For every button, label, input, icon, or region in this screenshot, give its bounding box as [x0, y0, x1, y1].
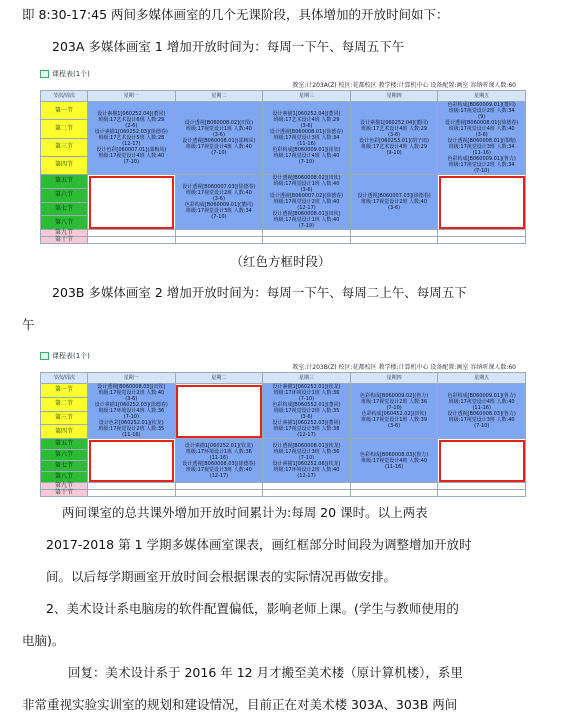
period-label: 第四节 [41, 425, 88, 439]
empty-cell [438, 490, 526, 497]
period-label: 第十节 [41, 237, 88, 244]
class-cell: 设计素描1[060252.01](钦龙) 班级:17环境设计1班 人数:36 (7-10) 色彩构成[B060552.01](董同) 班级:17视觉设计2班 人数:35 (3-6) 设计素描1[060252.03](董同) 班级:17视觉设计3班 人数:38 (12-17) [263, 384, 351, 439]
class-cell: 设计透视[B060007.03](徐德春) 班级:17视觉设计2班 人数:40 (3-6) [350, 175, 438, 230]
empty-cell [263, 237, 351, 244]
empty-cell [438, 483, 526, 490]
open-slot-highlight [438, 175, 526, 230]
period-label: 第六节 [41, 450, 88, 461]
room-b-heading: 203B 多媒体画室 2 增加开放时间为：每周一下午、每周二上午、每周五下 [52, 285, 467, 300]
class-cell: 设计素描1[060252.04](董同) 班级:17艺术设计4班 人数:29 (3-6) 设计色彩[060253.01](胡子雨) 班级:17艺术设计4班 人数:29 (9-10) [350, 102, 438, 175]
period-label: 第七节 [41, 202, 88, 216]
timetable-row [41, 175, 526, 189]
empty-cell [263, 490, 351, 497]
period-label: 第五节 [41, 175, 88, 189]
class-cell: 色彩构成[B060008.03](鲁力) 班级:17视觉设计4班 人数:40 (11-16) [350, 439, 438, 483]
header-period: 节次/周次 [41, 91, 88, 102]
header-day-4: 星期四 [350, 373, 438, 384]
room-b-heading-cont: 午 [22, 317, 35, 332]
empty-cell [263, 483, 351, 490]
timetable-row [41, 230, 526, 237]
schedule-table-a [40, 68, 526, 244]
timetable-row [41, 237, 526, 244]
header-day-1: 星期一 [88, 373, 176, 384]
item2-line-1: 2、美术设计系电脑房的软件配置偏低，影响老师上课。(学生与教师使用的 [46, 601, 459, 616]
empty-cell [175, 490, 263, 497]
empty-cell [88, 230, 176, 237]
period-label: 第三节 [41, 138, 88, 156]
class-cell: 设计透视[B060008.02](田钦) 班级:17视觉设计1班 人数:40 (3-6) 设计透视[B060007.02](徐德春) 班级:17视觉设计2班 人数:40 (12-17) 设计透视[B060008.01](田钦) 班级:17视觉设计1班 人数:40 (7-10) [263, 175, 351, 230]
period-label: 第三节 [41, 411, 88, 425]
summary-line-2: 2017-2018 第 1 学期多媒体画室课表，画红框部分时间段为调整增加开放时 [46, 537, 472, 552]
class-cell: 色彩构成[B060009.02](鲁力) 班级:17视觉设计2班 人数:36 (7-10) 色彩构成[060452.02](田钦) 班级:17视觉设计1班 人数:39 (3-6) [350, 384, 438, 439]
summary-line-3: 间。以后每学期画室开放时间会根据课表的实际情况再做安排。 [46, 569, 397, 584]
open-slot-highlight [175, 384, 263, 439]
empty-cell [175, 230, 263, 237]
summary-line-1: 两间课室的总共课外增加开放时间累计为:每周 20 课时。以上两表 [62, 505, 428, 520]
reply-line-1: 回复：美术设计系于 2016 年 12 月才搬至美术楼（原计算机楼），系里 [68, 665, 463, 680]
empty-cell [88, 490, 176, 497]
paragraph-intro: 即 8:30-17:45 两间多媒体画室的几个无课阶段，具体增加的开放时间如下： [22, 7, 449, 22]
timetable-a [40, 90, 526, 244]
timetable-b [40, 372, 526, 497]
empty-cell [350, 483, 438, 490]
period-label: 第二节 [41, 397, 88, 411]
period-label: 第五节 [41, 439, 88, 450]
period-label: 第四节 [41, 156, 88, 174]
period-label: 第十节 [41, 490, 88, 497]
header-day-3: 星期三 [263, 373, 351, 384]
class-cell: 设计素描1[060252.01](钦龙) 班级:17环境设计1班 人数:36 (11-16) 设计透视[B060008.03](徐德春) 班级:17视觉设计3班 人数:40 (12-17) [175, 439, 263, 483]
schedule-info-a: 教室:计203A(Z) 校区:花都校区 教学楼:计算机中心 设备配置:画室 容纳听课人数:60 [292, 82, 516, 89]
class-cell: 设计透视[B060008.03](田钦) 班级:17视觉设计2班 人数:40 (3-6) 设计素描1[060252.03](徐德春) 班级:17环境设计4班 人数:36 (7-10) 设计色彩[060252.01](钦龙) 班级:17视觉设计2班 人数:35 (11-16) [88, 384, 176, 439]
room-a-heading: 203A 多媒体画室 1 增加开放时间为：每周一下午、每周五下午 [52, 39, 405, 54]
header-day-2: 星期二 [175, 373, 263, 384]
timetable-row [41, 102, 526, 120]
period-label: 第二节 [41, 120, 88, 138]
class-cell: 设计透视[B060007.03](徐德春) 班级:17视觉设计2班 人数:40 (3-6) 色彩构成[B060009.01](董同) 班级:17视觉设计3班 人数:34 (7-10) [175, 175, 263, 230]
period-label: 第六节 [41, 188, 88, 202]
header-day-4: 星期四 [350, 91, 438, 102]
schedule-caption-b: 课程表(1个) [40, 350, 526, 362]
timetable-row [41, 439, 526, 450]
empty-cell [88, 237, 176, 244]
timetable-row [41, 384, 526, 398]
schedule-table-b [40, 350, 526, 497]
period-label: 第八节 [41, 216, 88, 230]
empty-cell [263, 230, 351, 237]
empty-cell [175, 237, 263, 244]
open-slot-highlight [438, 439, 526, 483]
header-day-1: 星期一 [88, 91, 176, 102]
period-label: 第一节 [41, 102, 88, 120]
header-day-5: 星期五 [438, 91, 526, 102]
period-label: 第七节 [41, 461, 88, 472]
item2-line-2: 电脑)。 [22, 633, 65, 648]
period-label: 第八节 [41, 472, 88, 483]
timetable-row [41, 483, 526, 490]
open-slot-highlight [88, 175, 176, 230]
empty-cell [438, 237, 526, 244]
schedule-info-b: 教室:计203B(Z) 校区:花都校区 教学楼:计算机中心 设备配置:画室 容纳听课人数:60 [292, 364, 516, 371]
schedule-caption-a: 课程表(1个) [40, 68, 526, 80]
red-box-caption: （红色方框时段） [230, 254, 331, 269]
class-cell: 色彩构成[B060009.01](鲁力) 班级:17视觉设计4班 人数:40 (11-16) 设计透视[B060008.03](鲁力) 班级:17视觉设计3班 人数:40 (7-10) [438, 384, 526, 439]
header-day-2: 星期二 [175, 91, 263, 102]
empty-cell [175, 483, 263, 490]
empty-cell [88, 483, 176, 490]
header-period: 节次/周次 [41, 373, 88, 384]
empty-cell [350, 237, 438, 244]
class-cell: 设计素描1[060252.04](董同) 班级:17艺术设计6班 人数:29 (2-6) 设计素描1[060252.03](徐德春) 班级:17艺术设计5班 人数:28 (12-17) 设计色彩[060007.01](邵梅凤) 班级:17视觉设计4班 人数:40 (7-10) [88, 102, 176, 175]
timetable-row [41, 490, 526, 497]
class-cell: 设计透视[B060008.02](田钦) 班级:17视觉设计1班 人数:40 (3-6) 设计透视[B060008.01](邵梅凤) 班级:17视觉设计4班 人数:40 (7-10) [175, 102, 263, 175]
period-label: 第九节 [41, 230, 88, 237]
header-day-5: 星期五 [438, 373, 526, 384]
class-cell: 设计透视[B060008.01](钦龙) 班级:17视觉设计3班 人数:36 (7-10) 设计素描1[060252.06](钦龙) 班级:17环境设计2班 人数:40 (12-17) [263, 439, 351, 483]
period-label: 第九节 [41, 483, 88, 490]
class-cell: 设计素描1[060252.04](董同) 班级:17艺术设计4班 人数:29 (3-6) 设计透视[B060008.01](徐德春) 班级:17视觉设计3班 人数:34 (11-16) 色彩构成[B060009.01](崔加) 班级:17视觉设计4班 人数:40 (7-10) [263, 102, 351, 175]
open-slot-highlight [88, 439, 176, 483]
period-label: 第一节 [41, 384, 88, 398]
table-icon [40, 70, 49, 78]
reply-line-2: 非常重视实验实训室的规划和建设情况，目前正在对美术楼 303A、303B 两间 [22, 697, 458, 712]
empty-cell [350, 490, 438, 497]
class-cell: 色彩构成[B060009.01](董同) 班级:17视觉设计2班 人数:34 (9) 设计透视[B060008.01](徐德春) 班级:17视觉设计4班 人数:40 (3-6) 设计透视[B060008.01](邵梅) 班级:17视觉设计3班 人数:34 (11-16) 色彩构成[B060009.01](鲁力) 班级:17视觉设计2班 人数:34 (7-10) [438, 102, 526, 175]
empty-cell [350, 230, 438, 237]
empty-cell [438, 230, 526, 237]
table-icon [40, 352, 49, 360]
header-day-3: 星期三 [263, 91, 351, 102]
